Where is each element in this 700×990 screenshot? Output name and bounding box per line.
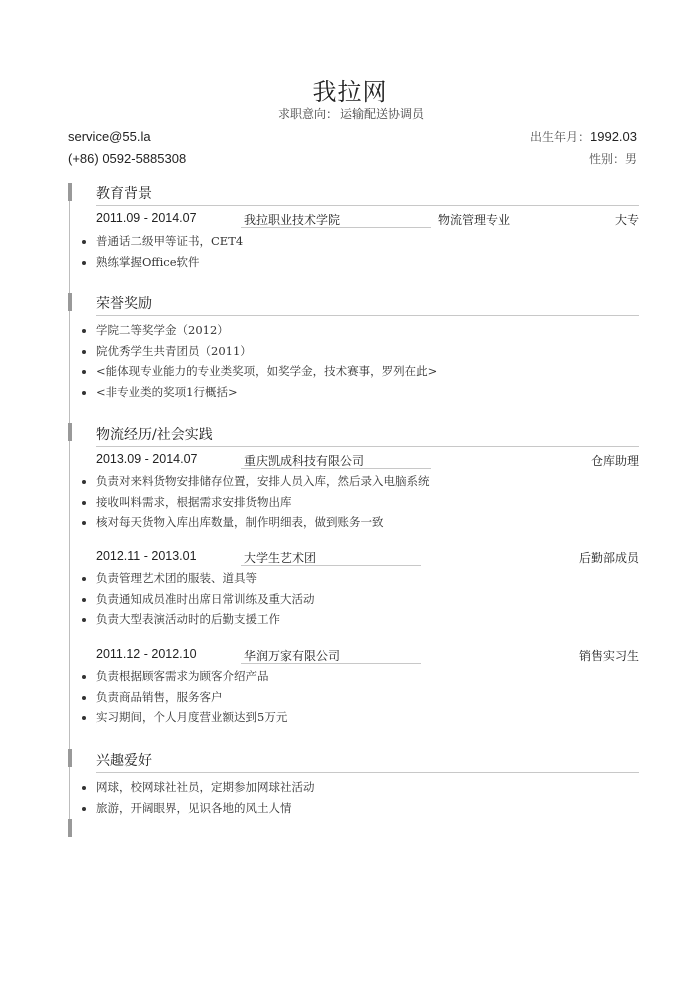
timeline-marker [68, 819, 72, 837]
timeline-bar [68, 183, 72, 837]
contact-right [530, 126, 637, 170]
honors-list [80, 320, 437, 402]
job-org: 重庆凯成科技有限公司 [244, 454, 365, 468]
row-underline [241, 468, 431, 469]
job-row [96, 452, 639, 470]
gender-line [530, 148, 637, 170]
job-role: 销售实习生 [578, 649, 639, 663]
education-date: 2011.09 - 2014.07 [96, 211, 197, 225]
section-title-experience: 物流经历/社会实践 [96, 427, 213, 443]
list-item: 负责商品销售，服务客户 [80, 687, 287, 708]
list-item: 负责大型表演活动时的后勤支援工作 [80, 609, 315, 630]
timeline-marker [68, 293, 72, 311]
timeline-marker [68, 749, 72, 767]
row-underline [241, 565, 421, 566]
timeline-line [69, 183, 70, 837]
list-item: 负责根据顾客需求为顾客介绍产品 [80, 666, 287, 687]
job-list [80, 471, 430, 533]
job-intent [0, 105, 700, 122]
gender-value: 男 [624, 152, 637, 166]
list-item: 熟练掌握Office软件 [80, 252, 243, 273]
list-item: 负责对来料货物安排储存位置，安排人员入库，然后录入电脑系统 [80, 471, 430, 492]
list-item: <能体现专业能力的专业类奖项，如奖学金，技术赛事，罗列在此> [80, 361, 437, 382]
job-row [96, 647, 639, 665]
section-rule [96, 446, 639, 447]
timeline-marker [68, 423, 72, 441]
list-item: 网球，校网球社社员，定期参加网球社活动 [80, 777, 315, 798]
education-school: 我拉职业技术学院 [244, 213, 341, 227]
job-list [80, 666, 287, 728]
phone-text: (+86) 0592-5885308 [68, 151, 187, 166]
list-item: 负责管理艺术团的服装、道具等 [80, 568, 315, 589]
email-text: service@55.la [68, 129, 151, 144]
job-row [96, 549, 639, 567]
section-rule [96, 315, 639, 316]
job-role: 后勤部成员 [578, 551, 639, 565]
list-item: 普通话二级甲等证书，CET4 [80, 231, 243, 252]
education-row [96, 211, 639, 229]
job-date: 2013.09 - 2014.07 [96, 452, 198, 466]
section-title-education: 教育背景 [96, 186, 152, 202]
row-underline [241, 227, 431, 228]
section-title-hobbies: 兴趣爱好 [96, 753, 152, 769]
education-degree: 大专 [614, 213, 639, 227]
job-list [80, 568, 315, 630]
list-item: 实习期间，个人月度营业额达到5万元 [80, 707, 287, 728]
job-date: 2012.11 - 2013.01 [96, 549, 197, 563]
birth-label: 出生年月： [529, 130, 590, 144]
gender-label: 性别： [588, 152, 625, 166]
section-rule [96, 205, 639, 206]
list-item: 接收叫料需求，根据需求安排货物出库 [80, 492, 430, 513]
job-org: 华润万家有限公司 [244, 649, 341, 663]
timeline-marker [68, 183, 72, 201]
list-item: 核对每天货物入库出库数量，制作明细表，做到账务一致 [80, 512, 430, 533]
job-org: 大学生艺术团 [244, 551, 317, 565]
list-item: 学院二等奖学金（2012） [80, 320, 437, 341]
hobbies-list [80, 777, 315, 818]
row-underline [241, 663, 421, 664]
list-item: 院优秀学生共青团员（2011） [80, 341, 437, 362]
section-title-honors: 荣誉奖励 [96, 296, 152, 312]
list-item: <非专业类的奖项1行概括> [80, 382, 437, 403]
list-item: 负责通知成员准时出席日常训练及重大活动 [80, 589, 315, 610]
education-major: 物流管理专业 [438, 213, 511, 227]
list-item: 旅游，开阔眼界，见识各地的风土人情 [80, 798, 315, 819]
job-intent-value: 运输配送协调员 [340, 107, 425, 121]
job-role: 仓库助理 [590, 454, 639, 468]
job-date: 2011.12 - 2012.10 [96, 647, 197, 661]
resume-name: 我拉网 [312, 78, 388, 106]
education-list [80, 231, 243, 272]
job-intent-label: 求职意向： [277, 107, 338, 121]
section-rule [96, 772, 639, 773]
birth-value: 1992.03 [590, 129, 637, 144]
birth-line [530, 126, 637, 148]
contact-left [68, 126, 186, 170]
